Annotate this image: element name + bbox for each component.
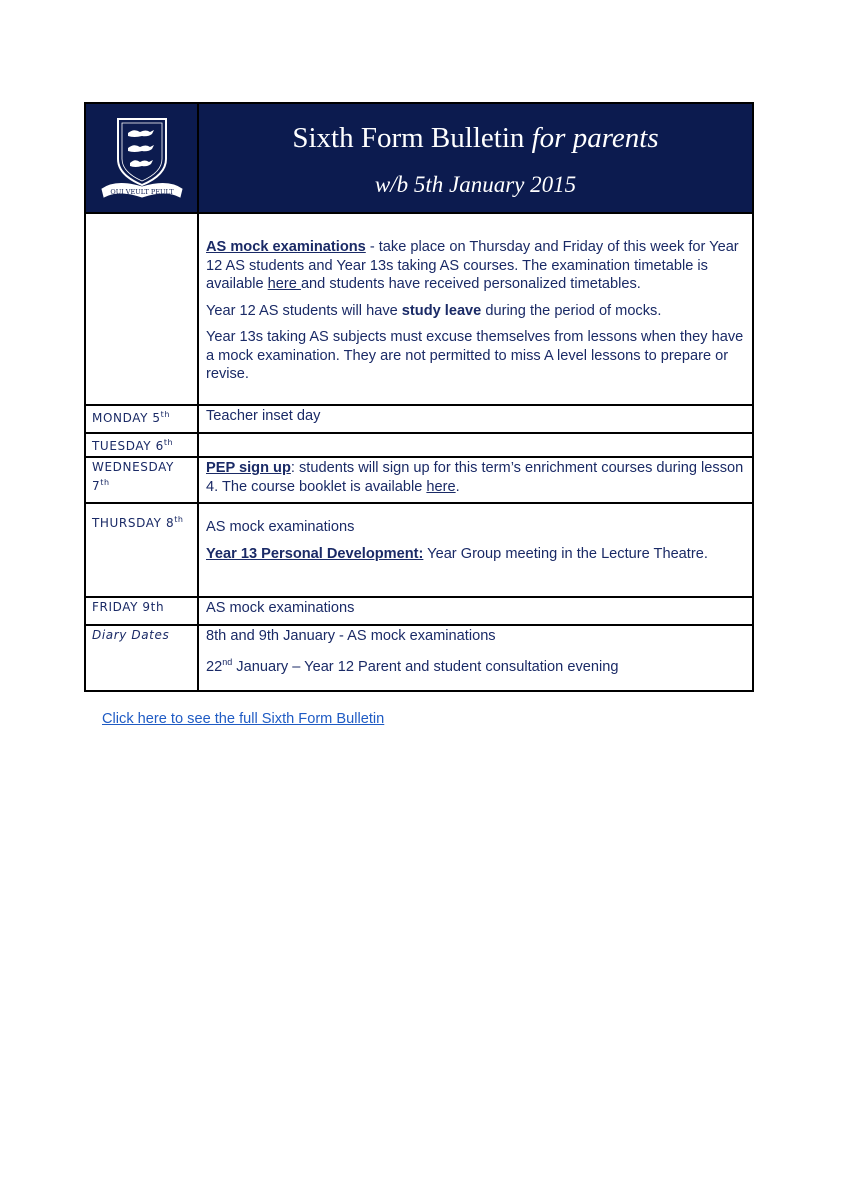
intro-day-cell <box>85 213 198 405</box>
intro-paragraph-3: Year 13s taking AS subjects must excuse themselves from lessons when they have a mock examination. They are not permitted to miss A level lessons to prepare or revise. <box>206 329 744 382</box>
day-wednesday: WEDNESDAY 7th <box>85 457 198 503</box>
personal-development-heading: Year 13 Personal Development: <box>206 545 424 562</box>
thursday-content: AS mock examinations Year 13 Personal Development: Year Group meeting in the Lecture Theatre. <box>198 503 753 597</box>
bulletin-title <box>199 121 752 155</box>
day-thursday: THURSDAY 8th <box>85 503 198 597</box>
wednesday-content: PEP sign up: students will sign up for this term’s enrichment courses during lesson 4. The course booklet is available here. <box>198 457 753 503</box>
day-friday: FRIDAY 9th <box>85 597 198 625</box>
monday-row <box>85 405 753 433</box>
monday-content: Teacher inset day <box>198 405 753 433</box>
intro-paragraph-2: Year 12 AS students will have study leave during the period of mocks. <box>206 302 662 319</box>
bulletin-table <box>84 102 754 692</box>
full-bulletin-link[interactable]: Click here to see the full Sixth Form Bulletin <box>102 711 385 727</box>
crest-cell <box>85 103 198 213</box>
thursday-row <box>85 503 753 597</box>
tuesday-row <box>85 433 753 457</box>
intro-row <box>85 213 753 405</box>
wednesday-row <box>85 457 753 503</box>
header-row <box>85 103 753 213</box>
diary-dates-label: Diary Dates <box>85 625 198 691</box>
course-booklet-link[interactable]: here <box>426 478 456 495</box>
friday-content: AS mock examinations <box>198 597 753 625</box>
pep-signup-heading: PEP sign up <box>206 460 291 476</box>
intro-paragraph-1: AS mock examinations - take place on Thursday and Friday of this week for Year 12 AS students and Year 13s taking AS courses. The examination timetable is available here and students have received personalized timetables. <box>206 239 739 292</box>
day-tuesday: TUESDAY 6th <box>85 433 198 457</box>
timetable-link[interactable]: here <box>267 276 301 292</box>
tuesday-content <box>198 433 753 457</box>
friday-row <box>85 597 753 625</box>
title-main: Sixth Form Bulletin <box>292 122 525 154</box>
diary-content: 8th and 9th January - AS mock examinations 22nd January – Year 12 Parent and student consultation evening <box>198 625 753 691</box>
as-mock-heading: AS mock examinations <box>206 239 366 255</box>
diary-row <box>85 625 753 691</box>
school-crest-logo <box>96 113 188 203</box>
title-italic: for parents <box>531 122 659 154</box>
intro-content-cell <box>198 213 753 405</box>
svg-text:QUI VEULT PEULT: QUI VEULT PEULT <box>109 188 174 196</box>
day-monday: MONDAY 5th <box>85 405 198 433</box>
header-title-cell <box>198 103 753 213</box>
study-leave-text: study leave <box>401 302 482 319</box>
week-subtitle: w/b 5th January 2015 <box>374 172 577 197</box>
